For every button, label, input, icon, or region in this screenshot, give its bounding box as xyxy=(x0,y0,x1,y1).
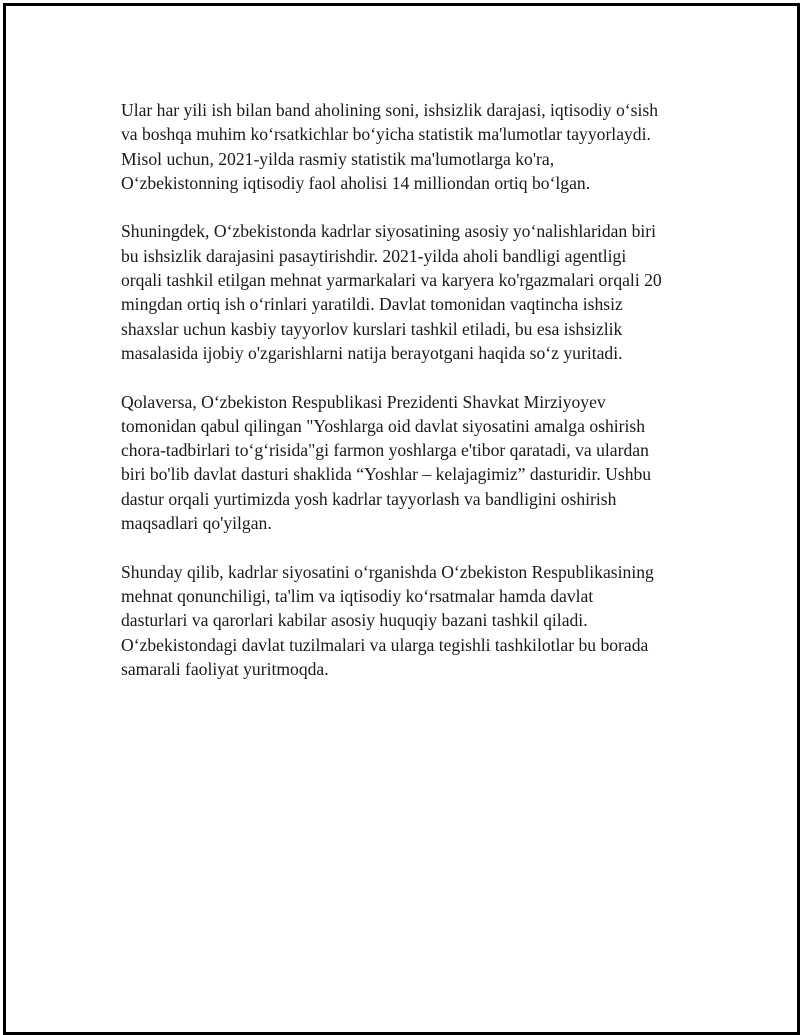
text-line: samarali faoliyat yuritmoqda. xyxy=(121,658,329,679)
text-line: bu ishsizlik darajasini pasaytirishdir. 2021-yilda aholi bandligi agentligi xyxy=(121,245,627,266)
text-line: O‘zbekistonning iqtisodiy faol aholisi 14 milliondan ortiq bo‘lgan. xyxy=(121,172,591,193)
text-line: tomonidan qabul qilingan "Yoshlarga oid davlat siyosatini amalga oshirish xyxy=(121,415,646,436)
text-line: mingdan ortiq ish o‘rinlari yaratildi. Davlat tomonidan vaqtincha ishsiz xyxy=(121,294,623,315)
text-line: Ular har yili ish bilan band aholining soni, ishsizlik darajasi, iqtisodiy o‘sish xyxy=(121,100,659,120)
text-line: dastur orqali yurtimizda yosh kadrlar tayyorlash va bandligini oshirish xyxy=(121,488,617,509)
paragraph-2 xyxy=(121,219,701,365)
text-line: orqali tashkil etilgan mehnat yarmarkalari va karyera ko'rgazmalari orqali 20 xyxy=(121,270,662,291)
text-line: maqsadlari qo'yilgan. xyxy=(121,513,272,534)
text-line: shaxslar uchun kasbiy tayyorlov kurslari tashkil etiladi, bu esa ishsizlik xyxy=(121,318,623,339)
text-line: biri bo'lib davlat dasturi shaklida “Yoshlar – kelajagimiz” dasturidir. Ushbu xyxy=(121,464,652,485)
text-line: chora-tadbirlari to‘g‘risida"gi farmon yoshlarga e'tibor qaratadi, va ulardan xyxy=(121,440,649,461)
text-line: masalasida ijobiy o'zgarishlarni natija berayotgani haqida so‘z yuritadi. xyxy=(121,342,623,363)
paragraph-4 xyxy=(121,560,701,681)
text-line: Shunday qilib, kadrlar siyosatini o‘rganishda O‘zbekiston Respublikasining xyxy=(121,561,654,582)
document-body xyxy=(121,98,701,705)
text-line: Shuningdek, O‘zbekistonda kadrlar siyosatining asosiy yo‘nalishlaridan biri xyxy=(121,221,657,242)
text-line: mehnat qonunchiligi, ta'lim va iqtisodiy ko‘rsatmalar hamda davlat xyxy=(121,585,594,606)
text-line: Qolaversa, O‘zbekiston Respublikasi Prezidenti Shavkat Mirziyoyev xyxy=(121,391,606,412)
text-line: dasturlari va qarorlari kabilar asosiy huquqiy bazani tashkil qiladi. xyxy=(121,610,588,631)
paragraph-1 xyxy=(121,98,701,195)
text-line: va boshqa muhim ko‘rsatkichlar bo‘yicha statistik ma'lumotlar tayyorlaydi. xyxy=(121,124,651,145)
text-line: O‘zbekistondagi davlat tuzilmalari va ularga tegishli tashkilotlar bu borada xyxy=(121,634,649,655)
text-line: Misol uchun, 2021-yilda rasmiy statistik ma'lumotlarga ko'ra, xyxy=(121,148,555,169)
paragraph-3 xyxy=(121,390,701,536)
page-frame xyxy=(3,3,800,1035)
